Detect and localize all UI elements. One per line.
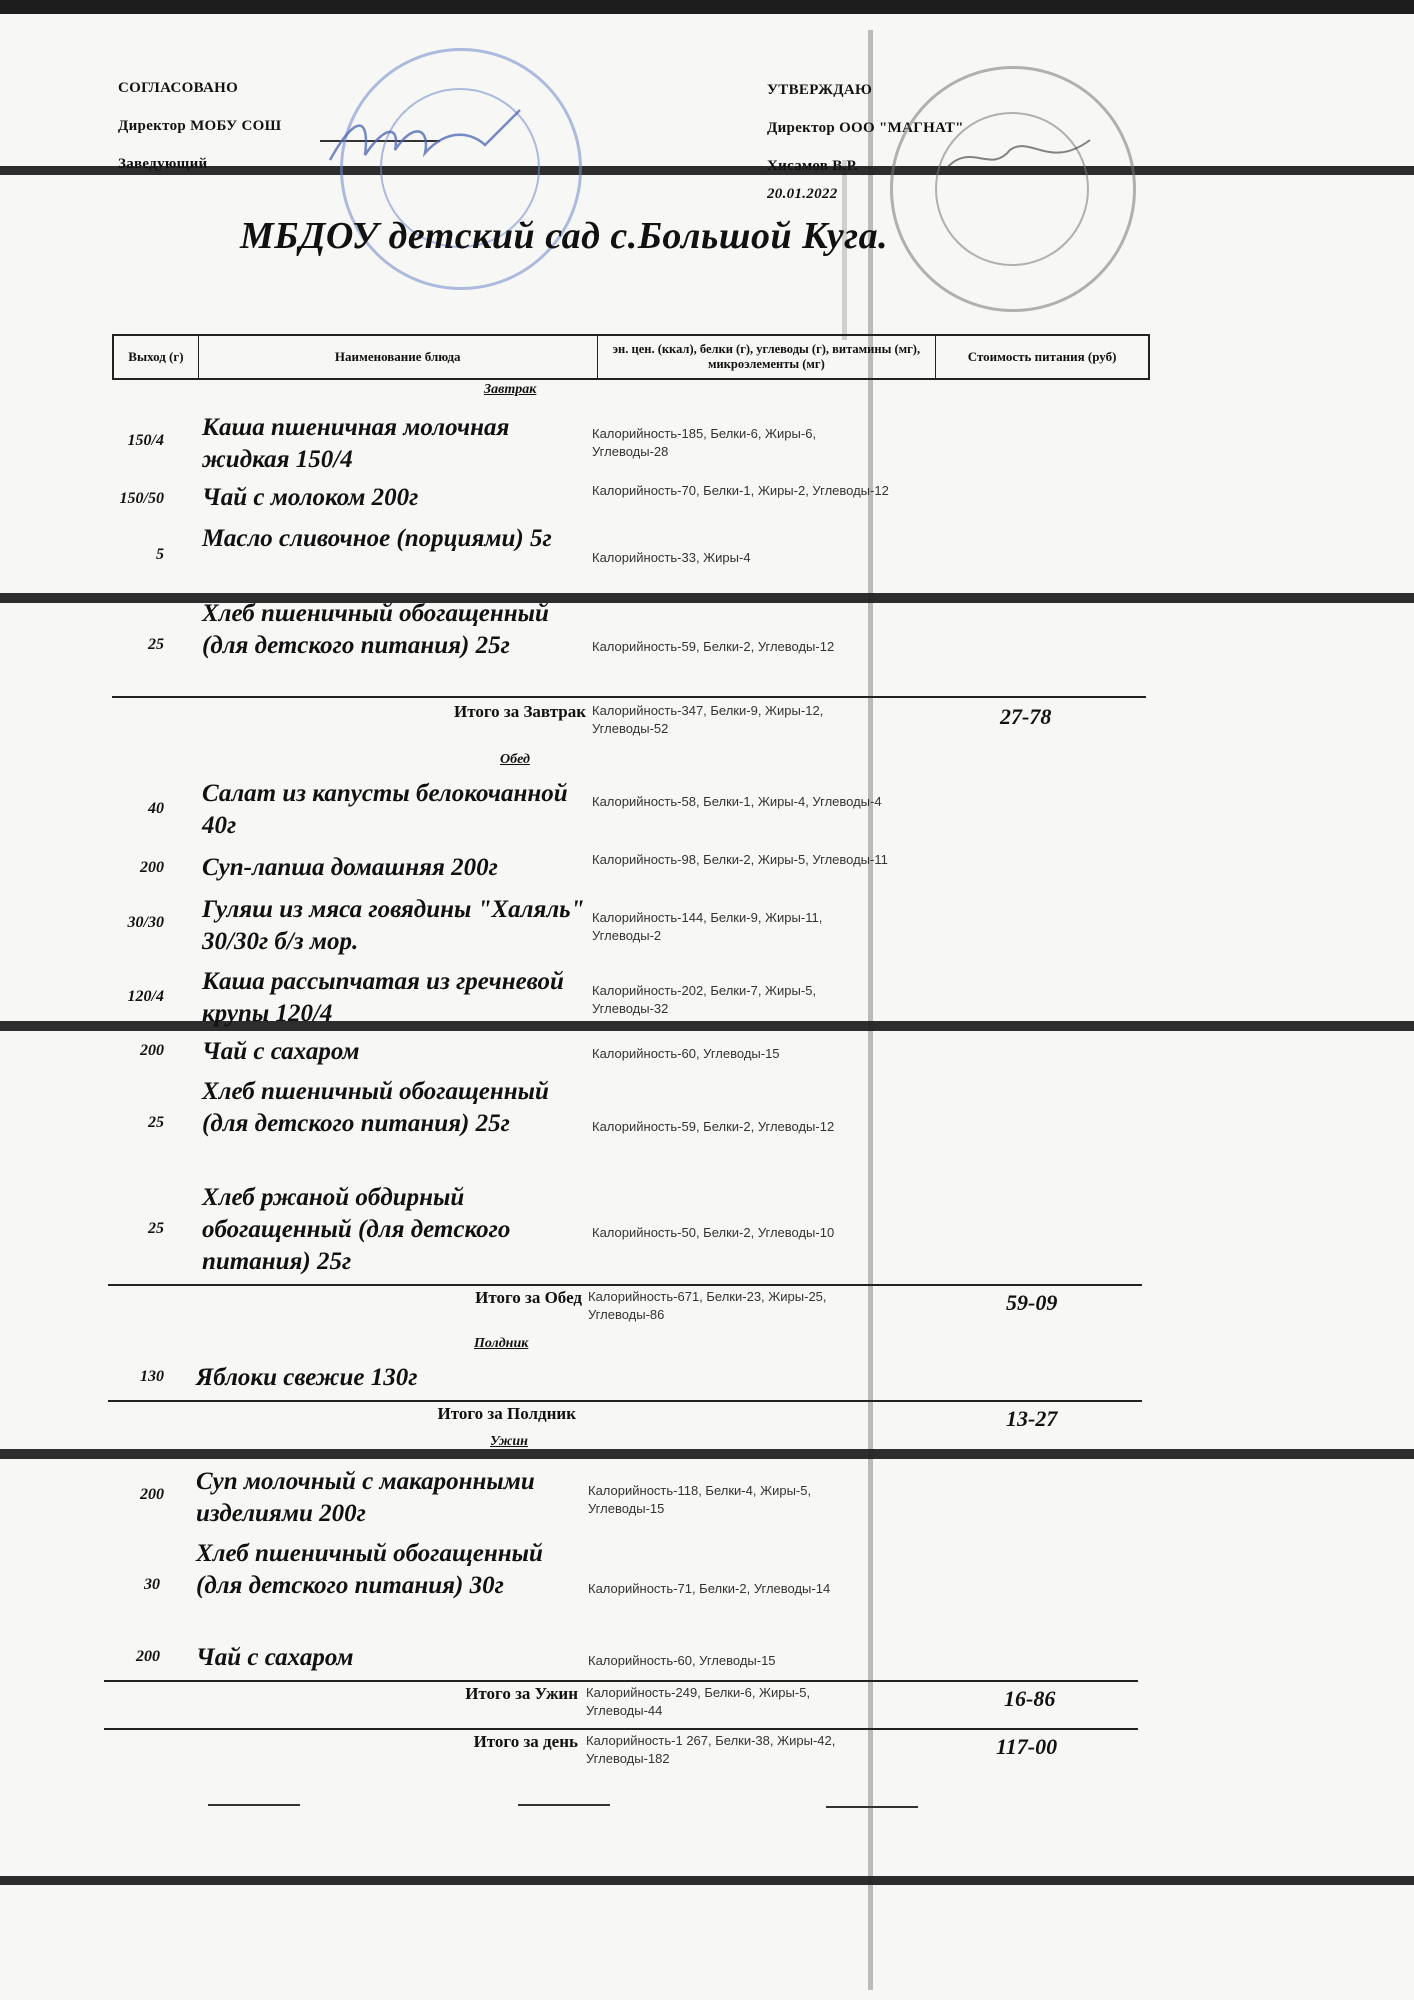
item-output: 40 [148, 800, 164, 817]
dish-nutrition: Калорийность-58, Белки-1, Жиры-4, Углеводы-4 [592, 794, 882, 809]
item-output: 25 [148, 636, 164, 653]
dish-name: Суп-лапша домашняя 200г [202, 854, 498, 881]
cost-snack: 13-27 [1006, 1406, 1058, 1431]
approval-right-line-1: УТВЕРЖДАЮ [767, 82, 873, 98]
dish-nutrition: Калорийность-98, Белки-2, Жиры-5, Углеводы-11 [592, 852, 888, 867]
approval-date: 20.01.2022 [767, 186, 838, 202]
dish-name: Каша пшеничная молочная жидкая 150/4 [202, 414, 510, 473]
dish-nutrition: Калорийность-50, Белки-2, Углеводы-10 [592, 1225, 835, 1240]
day-total-nutrition: Калорийность-1 267, Белки-38, Жиры-42, Углеводы-182 [586, 1733, 836, 1766]
dish-name: Чай с сахаром [196, 1644, 354, 1671]
col-cost-header: Стоимость питания (руб) [967, 349, 1117, 365]
dish-name: Хлеб пшеничный обогащенный (для детского питания) 25г [202, 1078, 549, 1137]
item-output: 150/50 [119, 490, 164, 507]
signature-line [826, 1806, 918, 1808]
section-title-dinner: Ужин [490, 1434, 528, 1449]
dish-name: Хлеб пшеничный обогащенный (для детского питания) 30г [196, 1540, 543, 1599]
total-label-snack: Итого за Полдник [437, 1404, 576, 1423]
dish-name: Хлеб ржаной обдирный обогащенный (для детского питания) 25г [202, 1184, 511, 1275]
cost-lunch: 59-09 [1006, 1290, 1058, 1315]
dish-name: Яблоки свежие 130г [196, 1364, 418, 1391]
approval-right-line-3: Хисамов В.Р. [767, 158, 859, 174]
signature-line [208, 1804, 300, 1806]
dish-nutrition: Калорийность-118, Белки-4, Жиры-5, Углеводы-15 [588, 1483, 812, 1516]
dish-nutrition: Калорийность-60, Углеводы-15 [592, 1046, 780, 1061]
dish-name: Гуляш из мяса говядины "Халяль" 30/30г б/з мор. [202, 896, 585, 955]
total-label-dinner: Итого за Ужин [465, 1684, 578, 1703]
day-total-label: Итого за день [473, 1732, 578, 1751]
dish-nutrition: Калорийность-59, Белки-2, Углеводы-12 [592, 1119, 835, 1134]
dish-name: Чай с молоком 200г [202, 484, 419, 511]
item-output: 25 [148, 1220, 164, 1237]
day-total-divider [104, 1728, 1138, 1730]
total-nutrition-breakfast: Калорийность-347, Белки-9, Жиры-12, Углеводы-52 [592, 703, 824, 736]
dish-nutrition: Калорийность-59, Белки-2, Углеводы-12 [592, 639, 835, 654]
director-signature [325, 105, 525, 175]
dish-name: Салат из капусты белокочанной 40г [202, 780, 568, 839]
item-output: 200 [140, 1486, 164, 1503]
total-divider [104, 1680, 1138, 1682]
signature-line [518, 1804, 610, 1806]
dish-nutrition: Калорийность-60, Углеводы-15 [588, 1653, 776, 1668]
item-output: 30/30 [127, 914, 164, 931]
day-total-cost: 117-00 [996, 1734, 1058, 1759]
total-divider [112, 696, 1146, 698]
approval-left-line-1: СОГЛАСОВАНО [118, 80, 239, 96]
dish-name: Хлеб пшеничный обогащенный (для детского питания) 25г [202, 600, 549, 659]
dish-nutrition: Калорийность-202, Белки-7, Жиры-5, Углеводы-32 [592, 983, 817, 1016]
dish-name: Суп молочный с макаронными изделиями 200г [196, 1468, 535, 1527]
item-output: 120/4 [127, 988, 164, 1005]
section-title-breakfast: Завтрак [484, 382, 537, 397]
cost-dinner: 16-86 [1004, 1686, 1056, 1711]
total-divider [108, 1400, 1142, 1402]
page-title: МБДОУ детский сад с.Большой Куга. [240, 215, 889, 257]
col-name-header: Наименование блюда [199, 336, 598, 378]
dish-name: Каша рассыпчатая из гречневой крупы 120/4 [202, 968, 564, 1027]
total-nutrition-lunch: Калорийность-671, Белки-23, Жиры-25, Углеводы-86 [588, 1289, 827, 1322]
col-output-header: Выход (г) [114, 336, 199, 378]
item-output: 200 [140, 1042, 164, 1059]
item-output: 200 [140, 859, 164, 876]
company-signature [940, 130, 1100, 180]
item-output: 30 [144, 1576, 160, 1593]
total-divider [108, 1284, 1142, 1286]
item-output: 25 [148, 1114, 164, 1131]
section-title-lunch: Обед [500, 752, 530, 767]
approval-left-line-2: Директор МОБУ СОШ [118, 118, 282, 134]
approval-right-line-2: Директор ООО "МАГНАТ" [767, 120, 964, 136]
cost-breakfast: 27-78 [1000, 704, 1052, 729]
dish-nutrition: Калорийность-70, Белки-1, Жиры-2, Углеводы-12 [592, 483, 889, 498]
total-nutrition-dinner: Калорийность-249, Белки-6, Жиры-5, Углеводы-44 [586, 1685, 811, 1718]
dish-name: Чай с сахаром [202, 1038, 360, 1065]
total-label-breakfast: Итого за Завтрак [453, 702, 586, 721]
item-output: 200 [136, 1648, 160, 1665]
item-output: 5 [156, 546, 164, 563]
dish-nutrition: Калорийность-185, Белки-6, Жиры-6, Углеводы-28 [592, 426, 817, 459]
item-output: 130 [140, 1368, 164, 1385]
dish-nutrition: Калорийность-33, Жиры-4 [592, 550, 751, 565]
total-label-lunch: Итого за Обед [475, 1288, 582, 1307]
dish-nutrition: Калорийность-144, Белки-9, Жиры-11, Углеводы-2 [592, 910, 823, 943]
table-header [112, 334, 1150, 380]
dish-nutrition: Калорийность-71, Белки-2, Углеводы-14 [588, 1581, 831, 1596]
approval-left-line-3: Заведующий [118, 156, 208, 172]
dish-name: Масло сливочное (порциями) 5г [202, 525, 552, 552]
col-nutrition-header: эн. цен. (ккал), белки (г), углеводы (г), витамины (мг), микроэлементы (мг) [598, 336, 937, 378]
section-title-snack: Полдник [474, 1336, 529, 1351]
item-output: 150/4 [127, 432, 164, 449]
